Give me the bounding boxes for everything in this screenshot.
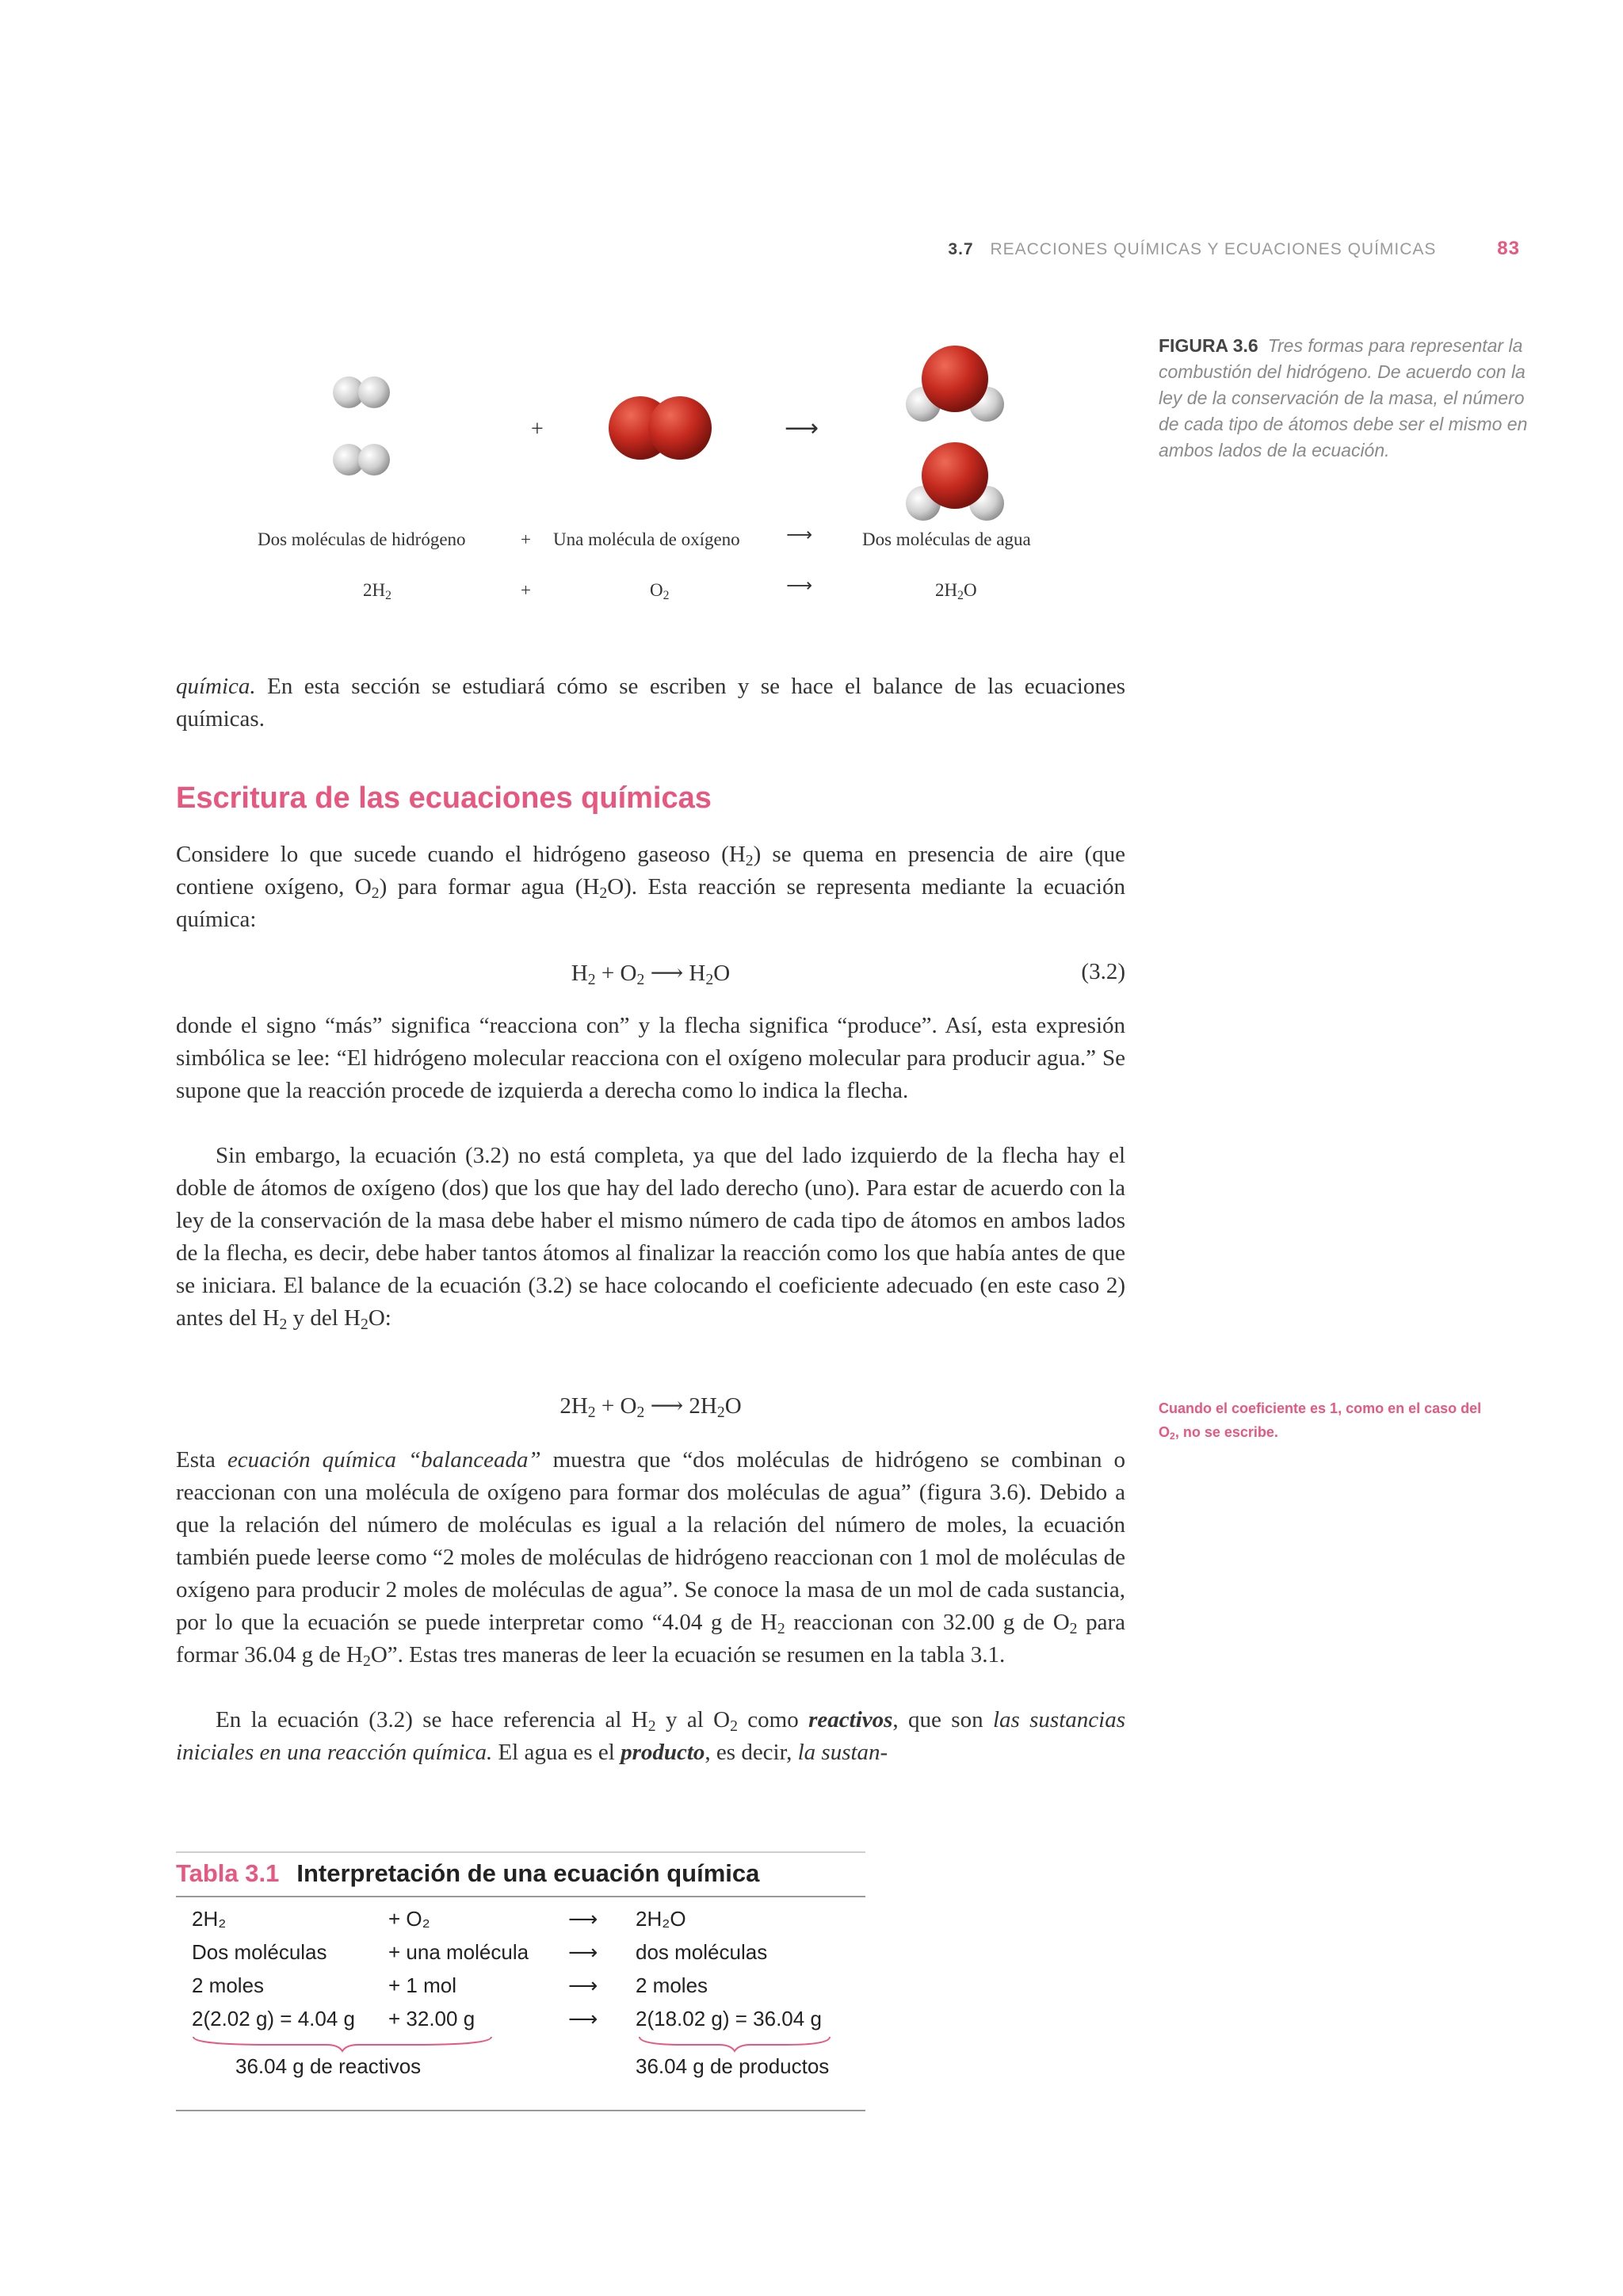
formula-arrow: ⟶ [786, 575, 812, 596]
hydrogen-molecule-1 [333, 376, 390, 408]
table-row: Dos moléculas + una molécula ⟶ dos moléculas [192, 1940, 768, 1964]
figure-caption [1159, 333, 1531, 464]
figure-caption-label: FIGURA 3.6 [1159, 335, 1258, 356]
equation-number: (3.2) [1081, 959, 1125, 984]
total-products: 36.04 g de productos [636, 2054, 830, 2078]
table-totals-row [176, 2053, 865, 2086]
summing-braces [176, 2035, 865, 2053]
margin-note: Cuando el coeficiente es 1, como en el caso del $O_2$, no se escribe. [1159, 1400, 1482, 1442]
formula-o2: $O_2$ [650, 580, 670, 602]
molecule-illustration [238, 317, 1094, 523]
chapter-title: REACCIONES QUÍMICAS Y ECUACIONES QUÍMICAS [990, 240, 1437, 258]
paragraph-5: En la ecuación (3.2) se hace referencia al $H_2$ y al $O_2$ como reactivos, que son las sustancias iniciales en una reacción química. El agua es el producto, es decir, la sustan- [176, 1707, 1125, 1765]
paragraph-2: donde el signo “más” significa “reacciona con” y la flecha significa “produce”. Así, esta expresión simbólica se lee: “El hidrógeno molecular reacciona con el oxígeno molecular para producir agua.” Se supone que la reacción procede de izquierda a derecha como lo indica la flecha. [176, 1013, 1125, 1103]
balanced-equation: $2H_2 + O_2$ ⟶ $2H_2O$ [559, 1393, 742, 1421]
table-label: Tabla 3.1 [176, 1859, 280, 1887]
water-molecule-1 [906, 346, 1004, 422]
figure-3-6 [238, 317, 1094, 618]
table-title [176, 1851, 865, 1897]
table-row: 2 moles + 1 mol ⟶ 2 moles [192, 1973, 708, 1997]
figure-caption-text: Tres formas para representar la combustión del hidrógeno. De acuerdo con la ley de la conservación de la masa, el número de cada tipo de átomos debe ser el mismo en ambos lados de la ecuación. [1159, 335, 1528, 460]
section-heading: Escritura de las ecuaciones químicas [176, 781, 712, 815]
products-brace [640, 2037, 830, 2051]
total-reactants: 36.04 g de reactivos [235, 2054, 422, 2078]
oxygen-molecule [609, 396, 712, 460]
paragraph-1: Considere lo que sucede cuando el hidrógeno gaseoso $(H_2)$ se quema en presencia de aire (que contiene oxígeno, $O_2$) para formar agua $(H_2O)$. Esta reacción se representa mediante la ecuación química: [176, 842, 1125, 932]
paragraph-3: Sin embargo, la ecuación (3.2) no está completa, ya que del lado izquierdo de la flecha hay el doble de átomos de oxígeno (dos) que los que hay del lado derecho (uno). Para estar de acuerdo con la ley de la conservación de la masa debe haber el mismo número de cada tipo de átomos en ambos lados de la flecha, es decir, debe haber tantos átomos al finalizar la reacción como los que había antes de que se iniciara. El balance de la ecuación (3.2) se hace colocando el coeficiente adecuado (en este caso 2) antes del $H_2$ y del $H_2O$: [176, 1143, 1125, 1333]
page-number: 83 [1497, 238, 1520, 259]
reactants-brace [193, 2037, 491, 2051]
intro-paragraph: química. En esta sección se estudiará cómo se escriben y se hace el balance de las ecuaciones químicas. [176, 674, 1125, 732]
label-product: Dos moléculas de agua [862, 529, 1031, 549]
table-bottom-rule [176, 2086, 865, 2111]
formula-h2: $2H_2$ [363, 580, 391, 602]
label-plus: + [521, 529, 531, 549]
table-row: 2H₂ + O₂ ⟶ 2H₂O [192, 1907, 686, 1931]
label-arrow: ⟶ [786, 525, 812, 545]
table-3-1 [176, 1851, 865, 2111]
section-number: 3.7 [948, 240, 974, 258]
reaction-arrow: ⟶ [785, 415, 819, 442]
running-head [948, 238, 1520, 260]
equation-3-2: $H_2 + O_2$ ⟶ $H_2O$ (3.2) [571, 959, 1125, 988]
table-title-text: Interpretación de una ecuación química [296, 1859, 760, 1887]
table-row: 2(2.02 g) = 4.04 g + 32.00 g ⟶ 2(18.02 g) = 36.04 g [192, 2007, 822, 2030]
label-reactant-2: Una molécula de oxígeno [553, 529, 740, 549]
plus-sign: + [531, 417, 544, 441]
water-molecule-2 [906, 442, 1004, 521]
formula-2h2o: $2H_2O$ [935, 580, 977, 602]
hydrogen-molecule-2 [333, 444, 390, 476]
label-reactant-1: Dos moléculas de hidrógeno [258, 529, 466, 549]
paragraph-4: Esta ecuación química “balanceada” muestra que “dos moléculas de hidrógeno se combinan o reaccionan con una molécula de oxígeno para formar dos moléculas de agua” (figura 3.6). Debido a que la relación del número de moléculas es igual a la relación del número de moles, la ecuación también puede leerse como “2 moles de moléculas de hidrógeno reaccionan con 1 mol de moléculas de oxígeno para producir 2 moles de moléculas de agua”. Se conoce la masa de un mol de cada sustancia, por lo que la ecuación se puede interpretar como “4.04 g de $H_2$ reaccionan con 32.00 g de $O_2$ para formar 36.04 g de $H_2O$”. Estas tres maneras de leer la ecuación se resumen en la tabla 3.1. [176, 1447, 1125, 1670]
formula-plus: + [521, 580, 531, 600]
